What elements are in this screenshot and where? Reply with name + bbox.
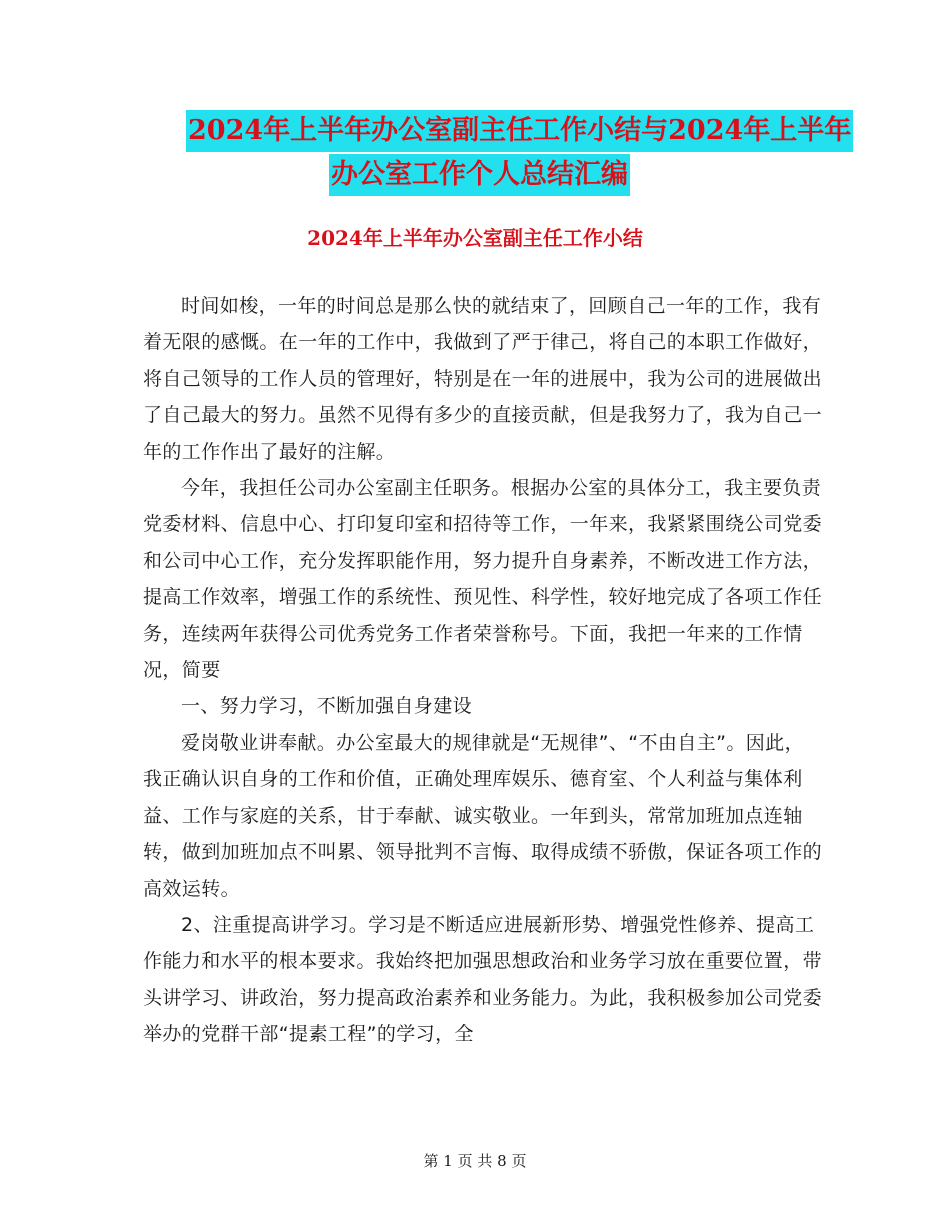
document-title-line-2: 办公室工作个人总结汇编	[329, 154, 630, 196]
paragraph: 爱岗敬业讲奉献。办公室最大的规律就是“无规律”、“不由自主”。因此，我正确认识自身的工作和价值，正确处理库娱乐、德育室、个人利益与集体利益、工作与家庭的关系，甘于奉献、诚实敬业。一年到头，常常加班加点连轴转，做到加班加点不叫累、领导批判不言悔、取得成绩不骄傲，保证各项工作的高效运转。	[143, 731, 823, 900]
paragraph: 时间如梭，一年的时间总是那么快的就结束了，回顾自己一年的工作，我有着无限的感慨。在一年的工作中，我做到了严于律己，将自己的本职工作做好，将自己领导的工作人员的管理好，特别是在一年的进展中，我为公司的进展做出了自己最大的努力。虽然不见得有多少的直接贡献，但是我努力了，我为自己一年的工作作出了最好的注解。	[143, 295, 823, 463]
section-heading: 一、努力学习，不断加强自身建设	[181, 695, 473, 718]
document-body	[143, 288, 823, 1053]
paragraph: 2、注重提高讲学习。学习是不断适应进展新形势、增强党性修养、提高工作能力和水平的根本要求。我始终把加强思想政治和业务学习放在重要位置，带头讲学习、讲政治，努力提高政治素养和业务能力。为此，我积极参加公司党委举办的党群干部“提素工程”的学习，全	[143, 913, 823, 1046]
page-footer: 第 1 页 共 8 页	[423, 1152, 527, 1170]
section-title: 2024年上半年办公室副主任工作小结	[307, 226, 643, 250]
paragraph: 今年，我担任公司办公室副主任职务。根据办公室的具体分工，我主要负责党委材料、信息中心、打印复印室和招待等工作，一年来，我紧紧围绕公司党委和公司中心工作，充分发挥职能作用，努力提升自身素养，不断改进工作方法，提高工作效率，增强工作的系统性、预见性、科学性，较好地完成了各项工作任务，连续两年获得公司优秀党务工作者荣誉称号。下面，我把一年来的工作情况，简要	[143, 477, 823, 682]
document-title-line-1: 2024年上半年办公室副主任工作小结与2024年上半年	[186, 110, 853, 152]
